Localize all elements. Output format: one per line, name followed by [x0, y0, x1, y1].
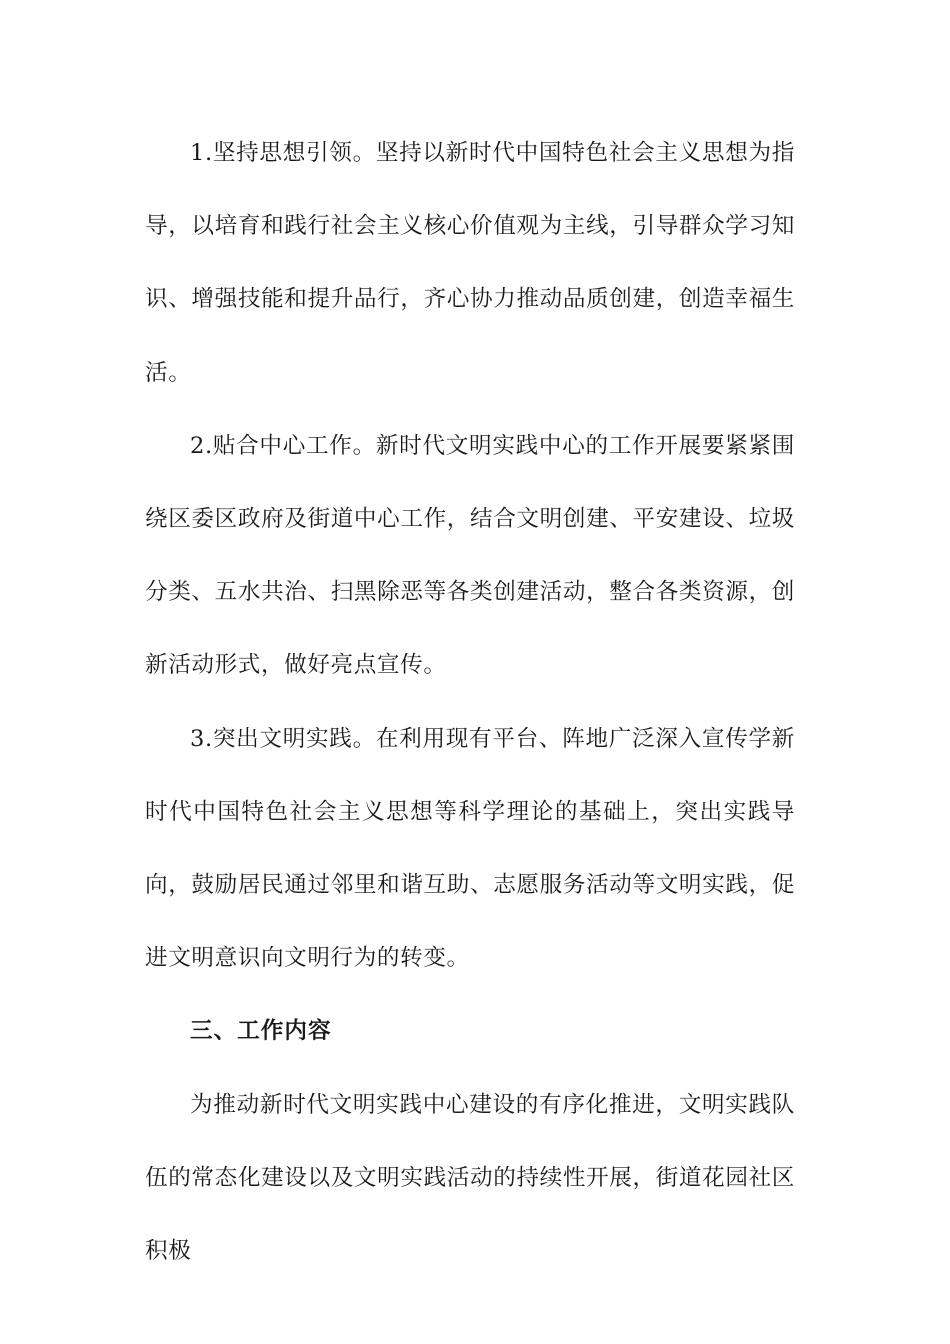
paragraph-civilization-practice: 3.突出文明实践。在利用现有平台、阵地广泛深入宣传学新时代中国特色社会主义思想等科学理论的基础上，突出实践导向，鼓励居民通过邻里和谐互助、志愿服务活动等文明实践，促进文明意识向文明行为的转变。 [145, 725, 795, 972]
section-heading: 三、工作内容 [190, 1018, 332, 1045]
paragraph-thought-leadership: 1.坚持思想引领。坚持以新时代中国特色社会主义思想为指导，以培育和践行社会主义核心价值观为主线，引导群众学习知识、增强技能和提升品行，齐心协力推动品质创建，创造幸福生活。 [145, 140, 795, 386]
paragraph-central-work: 2.贴合中心工作。新时代文明实践中心的工作开展要紧紧围绕区委区政府及街道中心工作，结合文明创建、平安建设、垃圾分类、五水共治、扫黑除恶等各类创建活动，整合各类资源，创新活动形式，做好亮点宣传。 [145, 432, 795, 679]
document-body [145, 117, 795, 1288]
paragraph-work-content: 为推动新时代文明实践中心建设的有序化推进，文明实践队伍的常态化建设以及文明实践活动的持续性开展，街道花园社区积极 [145, 1091, 795, 1265]
